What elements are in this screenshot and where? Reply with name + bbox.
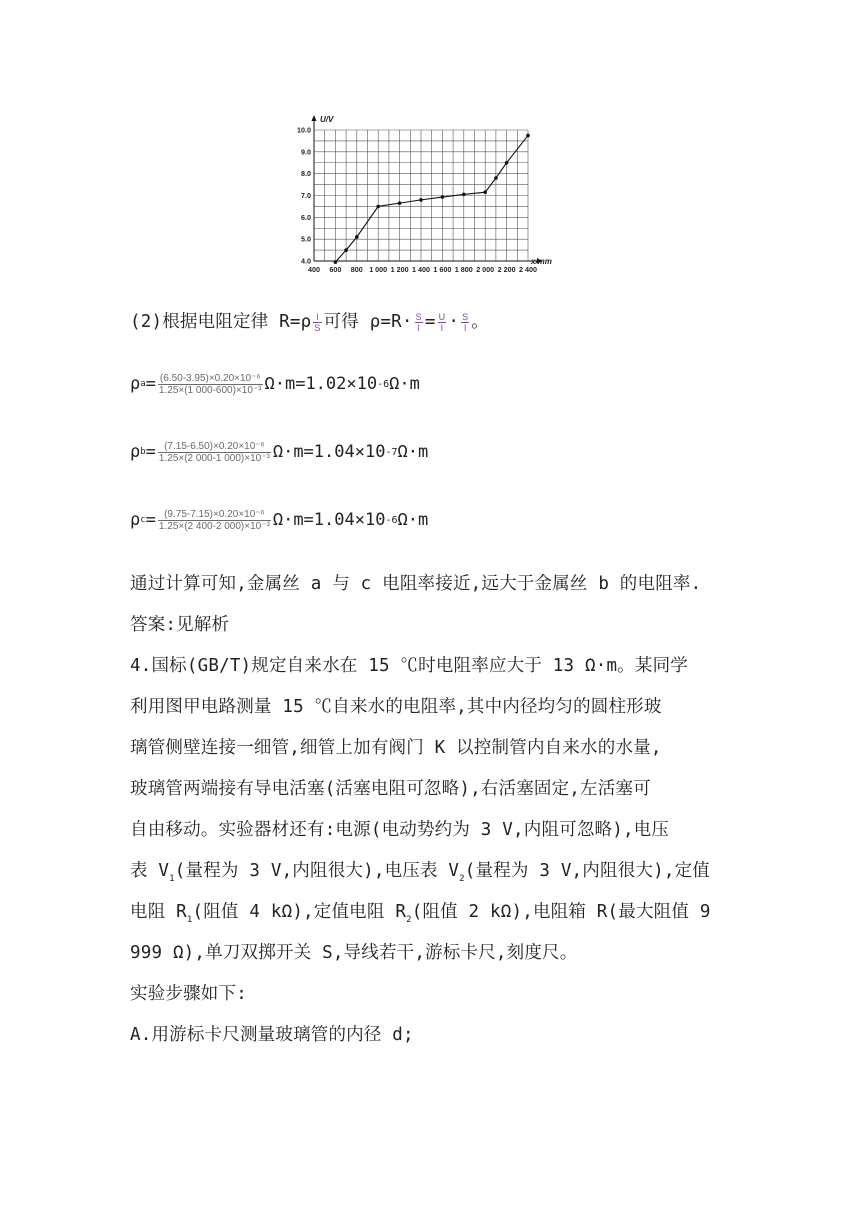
y-tick-label: 4.0 — [301, 256, 311, 266]
question-4-line-7 — [130, 892, 730, 933]
law-mid: 可得 ρ=R· — [323, 312, 413, 332]
rho-exponent: -6 — [385, 514, 398, 526]
x-tick-label: 1 200 — [390, 265, 409, 274]
y-axis-label: U/V — [320, 115, 334, 124]
step-a: A.用游标卡尺测量玻璃管的内径 d; — [130, 1025, 414, 1045]
line-part: 电阻 R — [130, 902, 187, 922]
frac-num: (7.15-6.50)×0.20×10⁻⁶ — [158, 441, 271, 453]
law-suffix: 。 — [471, 312, 489, 332]
data-point — [526, 134, 530, 138]
y-axis-arrow — [312, 115, 317, 121]
law-eq: = — [424, 312, 436, 332]
y-tick-label: 5.0 — [301, 234, 311, 244]
data-point — [355, 235, 359, 239]
frac-den: 1.25×(2 400-2 000)×10⁻³ — [158, 520, 270, 532]
frac-num: S — [415, 311, 422, 322]
rho-symbol: ρ — [130, 510, 141, 530]
y-tick-label: 6.0 — [301, 212, 311, 222]
body-text — [130, 564, 730, 1056]
frac-den: S — [314, 322, 321, 333]
fraction-s-over-l-2 — [461, 312, 469, 333]
rho-exponent: -6 — [377, 378, 390, 390]
frac-num: S — [462, 311, 469, 322]
x-axis-label: x/mm — [531, 257, 552, 266]
question-4-line-3: 璃管侧壁连接一细管,细管上加有阀门 K 以控制管内自来水的水量, — [130, 738, 662, 758]
frac-num: (6.50-3.95)×0.20×10⁻⁶ — [159, 372, 261, 384]
rho-result: Ω·m=1.04×10 — [272, 510, 386, 530]
x-tick-label: 1 800 — [454, 265, 473, 274]
frac-den: l — [464, 322, 467, 333]
data-point — [344, 248, 348, 252]
chart-svg — [296, 112, 556, 282]
line-part: 表 V — [130, 861, 170, 881]
rho-result: Ω·m=1.04×10 — [272, 442, 386, 462]
rho-symbol: ρ — [130, 374, 141, 394]
line-part: (阻值 2 kΩ),电阻箱 R(最大阻值 9 — [411, 902, 711, 922]
y-tick-label: 7.0 — [301, 191, 311, 200]
rho-result: Ω·m=1.02×10 — [264, 374, 378, 394]
conclusion-text: 通过计算可知,金属丝 a 与 c 电阻率接近,远大于金属丝 b 的电阻率. — [130, 574, 702, 594]
frac-num: l — [313, 312, 321, 323]
subscript: 1 — [186, 915, 193, 925]
data-point — [334, 260, 338, 264]
question-4-line-8: 999 Ω),单刀双掷开关 S,导线若干,游标卡尺,刻度尺。 — [130, 943, 578, 963]
x-tick-label: 600 — [329, 265, 342, 274]
rho-eq: = — [145, 442, 156, 462]
x-tick-label: 1 000 — [369, 265, 388, 274]
x-tick-label: 2 200 — [497, 265, 516, 274]
rho-unit: Ω·m — [397, 442, 429, 462]
x-tick-label: 400 — [308, 265, 320, 274]
fraction-l-over-s — [313, 312, 321, 333]
rho-eq: = — [145, 510, 156, 530]
data-point — [398, 201, 402, 205]
rho-b-line — [130, 432, 428, 472]
y-tick-label: 9.0 — [301, 147, 311, 157]
question-4-line-1: 4.国标(GB/T)规定自来水在 15 ℃时电阻率应大于 13 Ω·m。某同学 — [130, 656, 688, 676]
rho-subscript: c — [140, 515, 146, 525]
subscript: 2 — [459, 874, 465, 884]
steps-title: 实验步骤如下: — [130, 984, 247, 1004]
rho-a-fraction — [158, 373, 263, 396]
rho-unit: Ω·m — [389, 374, 420, 394]
law-prefix: (2)根据电阻定律 R=ρ — [130, 312, 312, 332]
x-tick-label: 800 — [350, 265, 363, 274]
law-dot: · — [448, 312, 460, 332]
rho-subscript: a — [140, 379, 146, 389]
rho-c-fraction — [158, 509, 271, 532]
rho-subscript: b — [140, 447, 146, 457]
data-point — [494, 176, 498, 180]
x-tick-label: 1 600 — [433, 265, 452, 274]
question-4-line-4: 玻璃管两端接有导电活塞(活塞电阻可忽略),右活塞固定,左活塞可 — [130, 779, 651, 799]
question-4-line-6 — [130, 851, 730, 892]
resistance-law-line — [130, 310, 489, 334]
data-point — [483, 190, 487, 194]
line-part: (量程为 3 V,内阻很大),电压表 V — [174, 861, 460, 881]
frac-den: l — [417, 322, 420, 333]
frac-den: 1.25×(1 000-600)×10⁻³ — [158, 384, 262, 396]
line-part: (量程为 3 V,内阻很大),定值 — [464, 861, 710, 881]
y-tick-label: 10.0 — [297, 125, 311, 135]
data-point — [419, 198, 423, 202]
frac-num: (9.75-7.15)×0.20×10⁻⁶ — [158, 509, 271, 521]
y-tick-label: 8.0 — [301, 169, 311, 179]
frac-num: U — [438, 311, 446, 322]
fraction-u-over-i — [438, 312, 447, 333]
data-point — [376, 205, 380, 209]
voltage-position-chart — [296, 112, 556, 282]
fraction-s-over-l — [415, 312, 423, 333]
rho-symbol: ρ — [130, 442, 141, 462]
question-4-line-2: 利用图甲电路测量 15 ℃自来水的电阻率,其中内径均匀的圆柱形玻 — [130, 697, 662, 717]
frac-den: I — [440, 322, 444, 333]
frac-den: 1.25×(2 000-1 000)×10⁻³ — [158, 452, 270, 464]
subscript: 2 — [406, 915, 412, 925]
rho-b-fraction — [158, 441, 271, 464]
question-4-line-5: 自由移动。实验器材还有:电源(电动势约为 3 V,内阻可忽略),电压 — [130, 820, 670, 840]
x-tick-label: 1 400 — [412, 265, 430, 274]
rho-a-line — [130, 364, 420, 404]
rho-unit: Ω·m — [397, 510, 429, 530]
data-point — [505, 161, 509, 165]
data-point — [441, 195, 445, 199]
line-part: (阻值 4 kΩ),定值电阻 R — [192, 902, 407, 922]
rho-eq: = — [145, 374, 156, 394]
rho-exponent: -7 — [385, 446, 398, 458]
x-tick-label: 2 400 — [519, 265, 537, 274]
x-tick-label: 2 000 — [476, 265, 495, 274]
rho-c-line — [130, 500, 428, 540]
answer-text: 答案:见解析 — [130, 615, 230, 635]
data-point — [462, 193, 466, 197]
subscript: 1 — [169, 874, 175, 884]
